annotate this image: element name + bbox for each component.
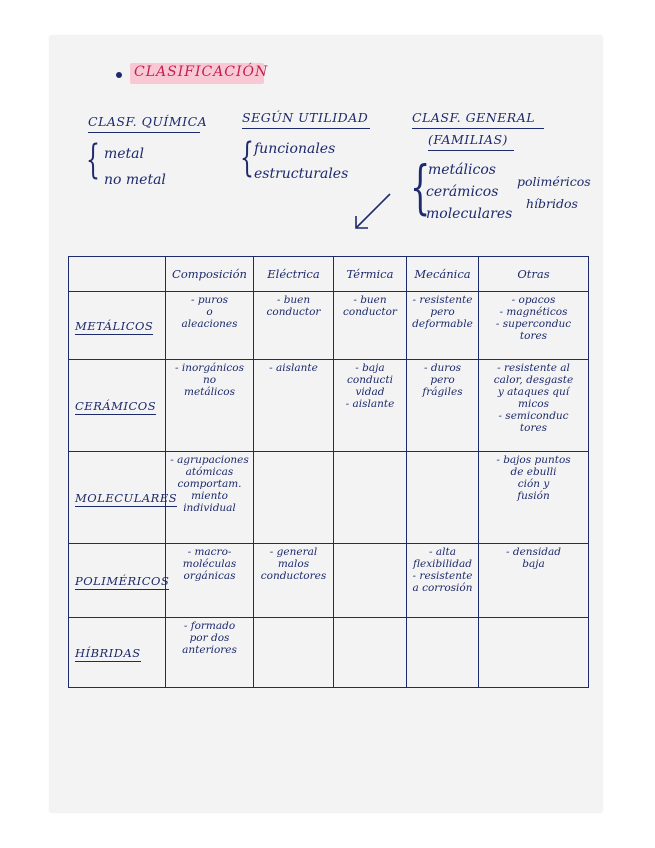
table-cell: - aislante <box>254 360 334 452</box>
brace-symbol: { <box>86 137 100 183</box>
heading-familias: (FAMILIAS) <box>428 132 508 147</box>
item-polimericos: poliméricos <box>517 174 591 189</box>
table-cell <box>254 452 334 544</box>
table-cell <box>334 452 407 544</box>
table-cell: - bajos puntos de ebulli ción y fusión <box>479 452 589 544</box>
item-funcionales: funcionales <box>254 141 336 157</box>
item-hibridos: híbridos <box>526 196 578 211</box>
table-row <box>69 360 589 452</box>
table-cell: - macro- moléculas orgánicas <box>166 544 254 618</box>
table-cell <box>254 618 334 688</box>
row-label <box>69 452 178 544</box>
properties-table <box>68 256 589 688</box>
table-cell <box>479 618 589 688</box>
table-cell: - inorgánicos no metálicos <box>166 360 254 452</box>
table-cell: - puros o aleaciones <box>166 292 254 360</box>
table-cell: - formado por dos anteriores <box>166 618 254 688</box>
table-cell <box>334 618 407 688</box>
heading-segun-utilidad: SEGÚN UTILIDAD <box>242 110 369 125</box>
heading-underline <box>412 128 544 129</box>
table-header-cell: Eléctrica <box>254 257 334 292</box>
heading-clasf-general: CLASF. GENERAL <box>412 110 536 125</box>
heading-underline <box>242 128 370 129</box>
table-cell: - resistente pero deformable <box>407 292 479 360</box>
table-header-cell: Mecánica <box>407 257 479 292</box>
row-label <box>69 618 166 688</box>
row-label-text: METÁLICOS <box>75 318 154 333</box>
item-metal: metal <box>104 146 145 162</box>
brace-symbol: { <box>410 153 431 221</box>
item-metalicos: metálicos <box>428 162 496 178</box>
page-title: CLASIFICACIÓN <box>134 64 269 80</box>
table-header-cell: Otras <box>479 257 589 292</box>
table-cell: - densidad baja <box>479 544 589 618</box>
row-label <box>69 544 170 618</box>
table-cell: - opacos - magnéticos - superconduc tores <box>479 292 589 360</box>
table-cell <box>407 452 479 544</box>
table-cell: - resistente al calor, desgaste y ataques quí micos - semiconduc tores <box>479 360 589 452</box>
table-header-cell: Térmica <box>334 257 407 292</box>
row-label-text: HÍBRIDAS <box>75 645 141 660</box>
arrow-icon <box>348 190 396 234</box>
table-header-cell <box>69 257 166 292</box>
heading-underline <box>88 132 200 133</box>
heading-clasf-quimica: CLASF. QUÍMICA <box>88 114 208 129</box>
table-row <box>69 452 589 544</box>
item-estructurales: estructurales <box>254 166 349 182</box>
row-label <box>69 292 166 360</box>
table-cell: - alta flexibilidad - resistente a corrosión <box>407 544 479 618</box>
item-ceramicos: cerámicos <box>426 184 499 200</box>
table-row <box>69 292 589 360</box>
row-label-text: CERÁMICOS <box>75 398 157 413</box>
table-cell: - general malos conductores <box>254 544 334 618</box>
bullet-dot <box>116 72 122 78</box>
row-label-text: MOLECULARES <box>75 490 178 505</box>
heading-underline <box>428 150 514 151</box>
brace-symbol: { <box>240 135 254 181</box>
table-cell: - buen conductor <box>334 292 407 360</box>
table-header-cell: Composición <box>166 257 254 292</box>
table-header-row <box>69 257 589 292</box>
table-row <box>69 544 589 618</box>
item-moleculares: moleculares <box>426 206 513 222</box>
item-no-metal: no metal <box>104 172 166 188</box>
table-cell: - agrupaciones atómicas comportam. miento individual <box>166 452 254 544</box>
table-cell: - buen conductor <box>254 292 334 360</box>
table-row <box>69 618 589 688</box>
table-cell: - duros pero frágiles <box>407 360 479 452</box>
table-cell <box>334 544 407 618</box>
table-cell: - baja conducti vidad - aislante <box>334 360 407 452</box>
row-label <box>69 360 166 452</box>
table-cell <box>407 618 479 688</box>
row-label-text: POLIMÉRICOS <box>75 573 170 588</box>
